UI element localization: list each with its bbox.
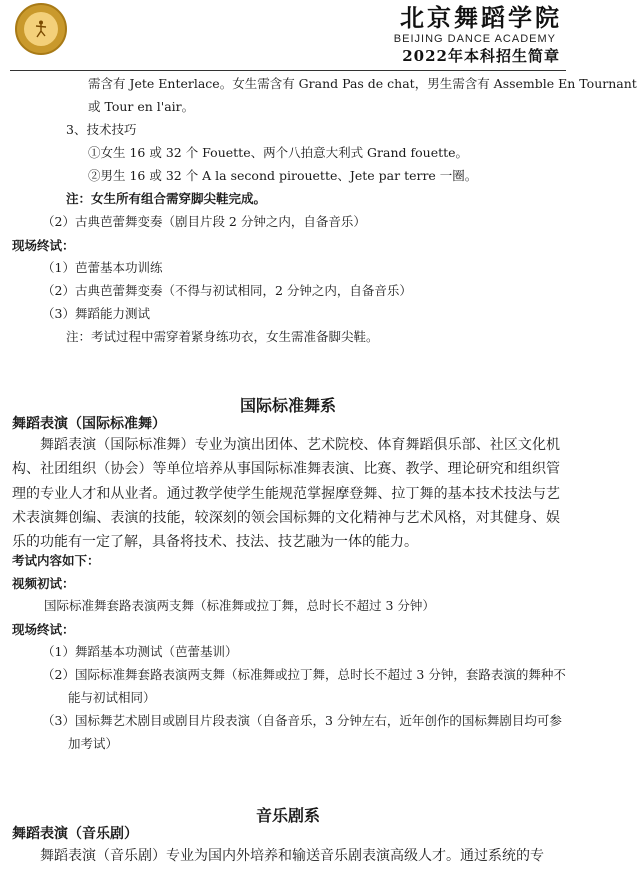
major-title: 舞蹈表演（音乐剧） <box>12 826 138 842</box>
section-label: 现场终试： <box>12 622 75 637</box>
header-divider <box>10 70 566 71</box>
text-line: ①女生 16 或 32 个 Fouette、两个八拍意大利式 Grand fouette。 <box>88 145 469 160</box>
text-line: 加考试） <box>68 736 119 751</box>
exam-intro: 考试内容如下： <box>12 553 100 568</box>
text-line: （3）国标舞艺术剧目或剧目片段表演（自备音乐，3 分钟左右，近年创作的国标舞剧目均可参 <box>42 713 562 728</box>
note-line: 注：考试过程中需穿着紧身练功衣，女生需准备脚尖鞋。 <box>66 329 379 344</box>
brochure-title: 2022年本科招生简章 <box>402 47 560 65</box>
text-line: 国际标准舞套路表演两支舞（标准舞或拉丁舞，总时长不超过 3 分钟） <box>44 598 435 613</box>
text-line: （2）古典芭蕾舞变奏（不得与初试相同，2 分钟之内，自备音乐） <box>42 283 412 298</box>
logo-emblem <box>24 12 58 46</box>
department-heading: 音乐剧系 <box>255 806 320 825</box>
page-header <box>0 0 576 74</box>
academy-logo <box>15 3 67 55</box>
text-line: 或 Tour en l'air。 <box>88 99 195 114</box>
academy-name-en: BEIJING DANCE ACADEMY <box>393 33 556 45</box>
text-line: 需含有 Jete Enterlace。女生需含有 Grand Pas de chat，男生需含有 Assemble En Tournant <box>88 76 637 91</box>
academy-name: 北京舞蹈学院 <box>400 3 562 32</box>
major-title: 舞蹈表演（国际标准舞） <box>12 416 166 432</box>
text-line: （2）国际标准舞套路表演两支舞（标准舞或拉丁舞，总时长不超过 3 分钟，套路表演的舞种不 <box>42 667 566 682</box>
dancer-icon <box>35 20 47 38</box>
major-description: 舞蹈表演（音乐剧）专业为国内外培养和输送音乐剧表演高级人才。通过系统的专 <box>40 848 544 864</box>
text-line: （3）舞蹈能力测试 <box>42 306 150 321</box>
department-heading: 国际标准舞系 <box>239 396 336 415</box>
section-label: 视频初试： <box>12 576 75 591</box>
text-line: ②男生 16 或 32 个 A la second pirouette、Jete par terre 一圈。 <box>88 168 478 183</box>
major-description: 舞蹈表演（国际标准舞）专业为演出团体、艺术院校、体育舞蹈俱乐部、社区文化机构、社团组织（协会）等单位培养从事国际标准舞表演、比赛、教学、理论研究和组织管理的专业人才和从业者。通过教学使学生能规范掌握摩登舞、拉丁舞的基本技术技法与艺术表演舞创编、表演的技能，较深刻的领会国标舞的文化精神与艺术风格，对其健身、娱乐的功能有一定了解，具备将技术、技法、技艺融为一体的能力。 <box>12 437 560 551</box>
text-line: 3、技术技巧 <box>66 122 137 137</box>
text-line: （1）芭蕾基本功训练 <box>42 260 163 275</box>
text-line: （2）古典芭蕾舞变奏（剧目片段 2 分钟之内，自备音乐） <box>42 214 366 229</box>
text-line: 能与初试相同） <box>68 690 156 705</box>
section-label: 现场终试： <box>12 238 75 253</box>
text-line: （1）舞蹈基本功测试（芭蕾基训） <box>42 644 238 659</box>
note-line: 注：女生所有组合需穿脚尖鞋完成。 <box>66 191 267 206</box>
